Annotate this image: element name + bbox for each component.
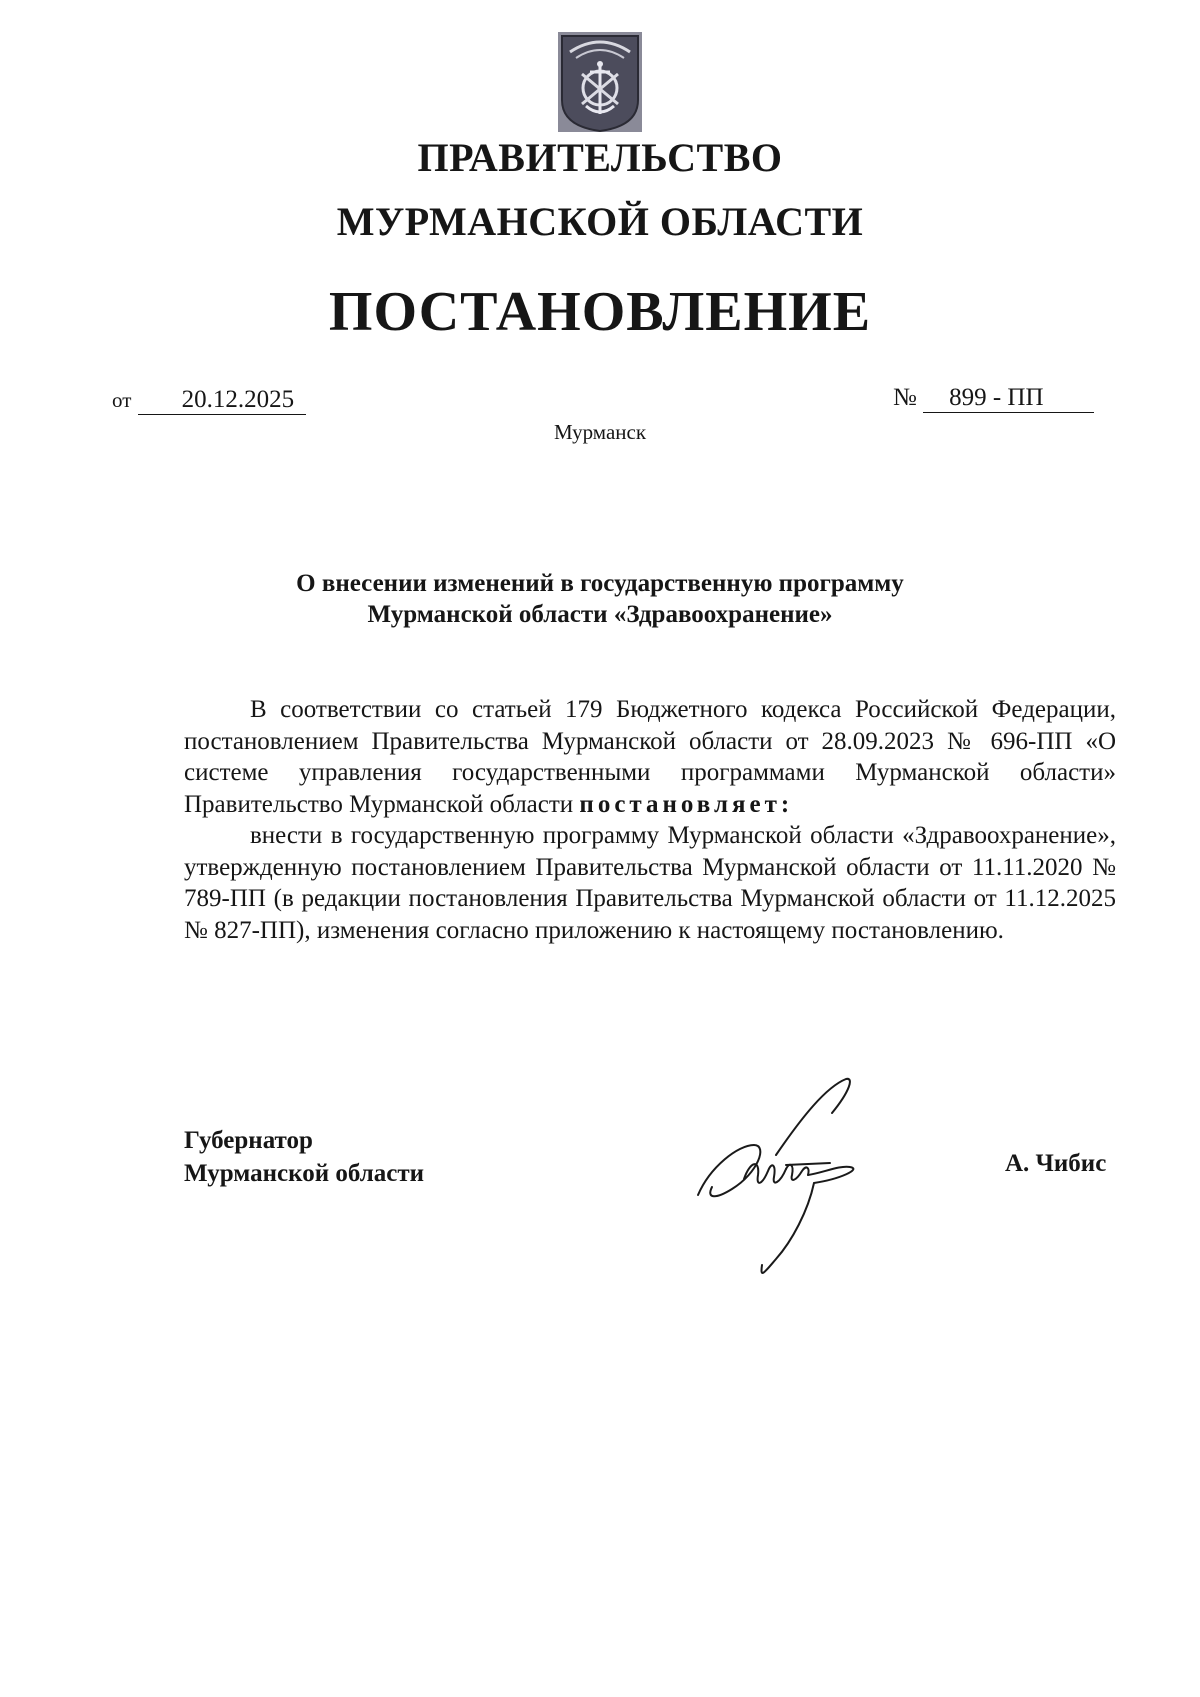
coat-of-arms-icon xyxy=(556,30,644,134)
signer-position-line1: Губернатор xyxy=(184,1127,313,1154)
resolve-keyword: постановляет: xyxy=(579,790,794,818)
body-paragraph-preamble xyxy=(184,694,1116,820)
body-paragraph-resolution: внести в государственную программу Мурманской области «Здравоохранение», утвержденную постановлением Правительства Мурманской области от 11.11.2020 № 789-ПП (в редакции постановления Правительства Мурманской области от 11.12.2025 № 827-ПП), изменения согласно приложению к настоящему постановлению. xyxy=(184,822,1116,944)
document-date xyxy=(112,386,306,415)
signer-name: А. Чибис xyxy=(1005,1150,1107,1177)
number-value: 899 - ПП xyxy=(923,384,1094,413)
document-type: ПОСТАНОВЛЕНИЕ xyxy=(328,281,872,343)
document-subject xyxy=(0,568,1200,630)
number-label: № xyxy=(893,384,917,411)
document-number xyxy=(893,384,1094,413)
subject-line1: О внесении изменений в государственную программу xyxy=(296,570,904,597)
preamble-text: В соответствии со статьей 179 Бюджетного кодекса Российской Федерации, постановлением Правительства Мурманской области от 28.09.2023 № 696-ПП «О системе управления государственными программами Мурманской области» Правительство Мурманской области xyxy=(184,696,1116,818)
city: Мурманск xyxy=(553,420,647,444)
signer-position xyxy=(184,1124,424,1190)
signer-position-line2: Мурманской области xyxy=(184,1160,425,1187)
subject-line2: Мурманской области «Здравоохранение» xyxy=(367,601,833,628)
government-title-line2: МУРМАНСКОЙ ОБЛАСТИ xyxy=(336,199,864,244)
government-title-line1: ПРАВИТЕЛЬСТВО xyxy=(417,135,783,180)
handwritten-signature-icon xyxy=(690,1075,890,1285)
date-value: 20.12.2025 xyxy=(138,386,306,415)
date-label: от xyxy=(112,388,132,412)
document-body xyxy=(184,694,1116,946)
